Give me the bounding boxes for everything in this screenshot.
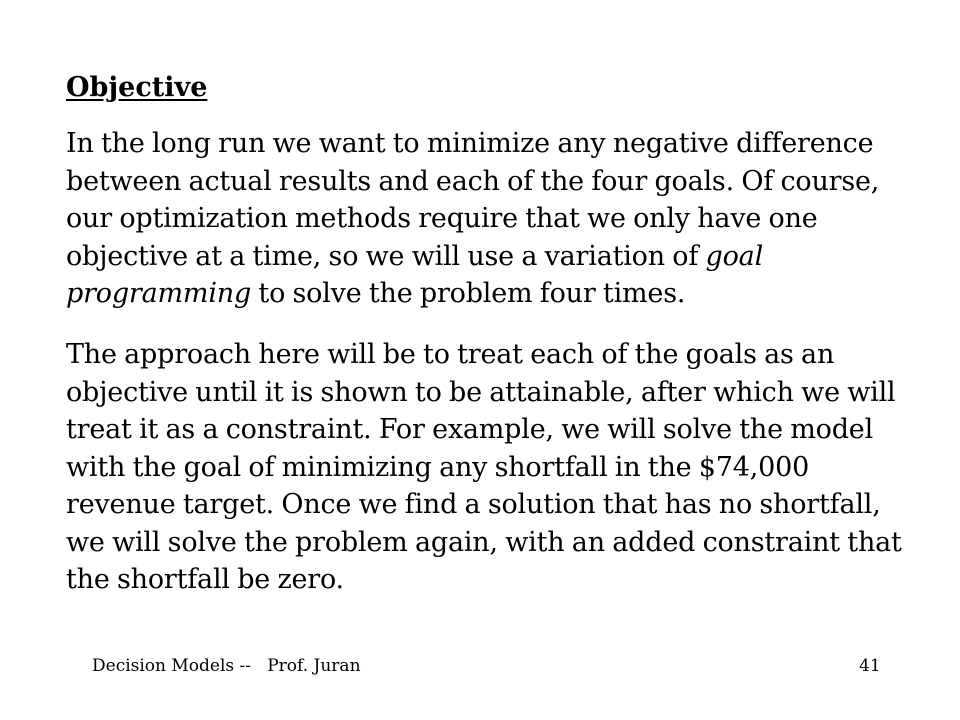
footer-course-title: Decision Models -- Prof. Juran xyxy=(92,656,361,676)
footer-page-number: 41 xyxy=(859,656,881,676)
paragraph-1 xyxy=(66,125,916,313)
paragraph-2: The approach here will be to treat each of the goals as an objective until it is shown to be attainable, after which we will treat it as a constraint. For example, we will solve the model with the goal of minimizing any shortfall in the $74,000 revenue target. Once we find a solution that has no shortfall, we will solve the problem again, with an added constraint that the shortfall be zero. xyxy=(66,339,902,595)
slide-heading: Objective xyxy=(66,72,208,103)
paragraph-1-italic-term: goal programming xyxy=(66,240,764,309)
paragraph-1-text-start: In the long run we want to minimize any negative difference between actual results and each of the four goals. Of course, our optimization methods require that we only have one objective at a time, so we will use a variation of xyxy=(66,128,880,272)
paragraph-1-text-end: to solve the problem four times. xyxy=(251,278,686,309)
